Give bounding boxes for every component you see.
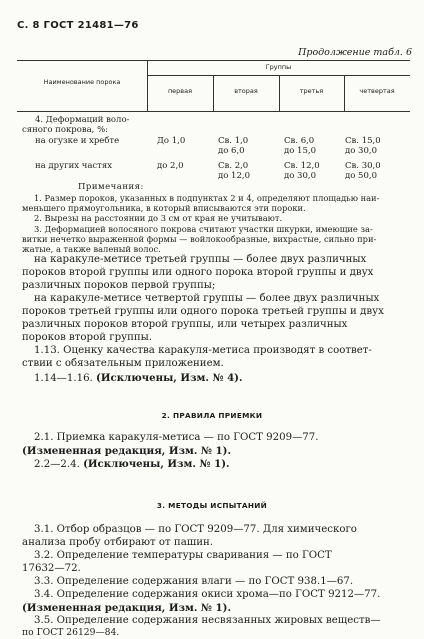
note-line: 2. Вырезы на расстоянии до 3 см от края не учитывают. [34,213,283,223]
body-line: пороков второй группы или одного порока второй группы и двух [22,267,374,278]
section-heading-test-methods: 3. МЕТОДЫ ИСПЫТАНИЙ [156,501,268,510]
body-line: 3.3. Определение содержания влаги — по ГОСТ 938.1—67. [34,576,354,587]
amendment-note: (Измененная редакция, Изм. № 1). [22,445,232,457]
note-line: меньшего прямоугольника, в который вписываются эти пороки. [22,203,306,213]
body-line: 3.2. Определение температуры сваривания — по ГОСТ [34,550,332,561]
group-header-3: третья [299,87,324,95]
amendment-note: (Измененная редакция, Изм. № 1). [22,602,232,614]
group-header-2: вторая [234,87,258,95]
body-line-excluded [34,372,243,384]
table-cell: Св. 30,0 [345,161,381,171]
clause-number: 1.14—1.16. [34,373,93,384]
table-top-rule [17,60,410,61]
table-cell: Св. 15,0 [345,136,381,146]
table-header-bottom-rule [17,111,410,112]
body-line: 2.1. Приемка каракуля-метиса — по ГОСТ 9209—77. [34,432,319,443]
body-line: 3.4. Определение содержания окиси хрома—по ГОСТ 9212—77. [34,589,381,600]
note-line: жатые, а также валеный волос. [22,244,161,254]
clause-number: 2.2—2.4. [34,459,80,470]
note-line: 1. Размер пороков, указанных в подпунктах 2 и 4, определяют площадью наи- [34,193,380,203]
column-header-groups: Группы [265,63,292,71]
table-cell: до 30,0 [284,171,316,181]
table-cell: Св. 2,0 [218,161,249,171]
table-cell: до 2,0 [157,161,184,171]
notes-title: Примечания: [78,182,144,192]
body-line: ствии с обязательным приложением. [22,358,224,369]
body-line: 3.5. Определение содержания несвязанных жировых веществ— [34,615,381,626]
body-line: на каракуле-метисе четвертой группы — более двух различных [34,293,380,304]
table-cell: до 30,0 [345,146,377,156]
body-line: различных пороков первой группы; [22,280,216,291]
amendment-note: (Исключены, Изм. № 4). [96,372,243,384]
table-row-name: на других частях [35,161,113,171]
body-line-excluded [34,458,230,470]
body-line: различных пороков второй группы, или четырех различных [22,319,348,330]
table-cell: Св. 6,0 [284,136,315,146]
section-heading-acceptance: 2. ПРАВИЛА ПРИЕМКИ [161,411,263,420]
table-cell: Св. 1,0 [218,136,249,146]
note-line: витки нечетко выраженной формы — войлокообразные, вихрастые, сильно при- [22,234,377,244]
body-line: анализа пробу отбирают от пашин. [22,537,214,548]
row-title-line-1: 4. Деформаций воло- [35,115,130,125]
body-line: 3.1. Отбор образцов — по ГОСТ 9209—77. Для химического [34,524,357,535]
note-line: 3. Деформацией волосяного покрова считают участки шкурки, имеющие за- [34,224,373,234]
body-line: 1.13. Оценку качества каракуля-метиса производят в соответ- [34,345,372,356]
row-title-line-2: сяного покрова, %: [22,125,109,135]
table-cell: До 1,0 [157,136,186,146]
table-cell: до 50,0 [345,171,377,181]
table-cell: до 12,0 [218,171,250,181]
group-header-4: четвертая [359,87,395,95]
table-continuation-label: Продолжение табл. 6 [298,47,412,58]
body-line: на каракуле-метисе третьей группы — более двух различных [34,254,367,265]
page-header-id: С. 8 ГОСТ 21481—76 [17,20,139,31]
body-line: 17632—72. [22,563,81,574]
defects-table-header [17,60,410,111]
table-cell: Св. 12,0 [284,161,320,171]
amendment-note: (Исключены, Изм. № 1). [83,458,230,470]
body-line: пороков второй группы. [22,332,153,343]
body-line: по ГОСТ 26129—84. [22,627,120,638]
body-line: пороков третьей группы или одного порока третьей группы и двух [22,306,384,317]
table-row-name: на огузке и хребте [35,136,120,146]
column-header-defect-name: Наименование порока [43,78,121,86]
table-cell: до 6,0 [218,146,245,156]
group-header-1: первая [167,87,193,95]
table-cell: до 15,0 [284,146,316,156]
